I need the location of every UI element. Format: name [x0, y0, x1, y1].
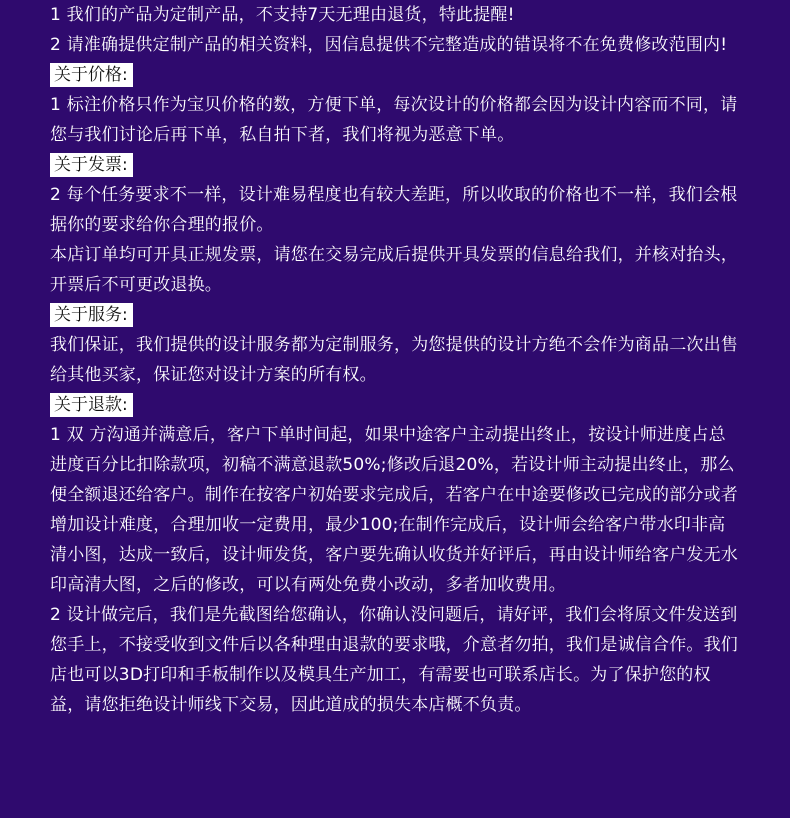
- price-heading-row: [50, 60, 742, 90]
- refund-paragraph-2: 2 设计做完后，我们是先截图给您确认，你确认没问题后，请好评，我们会将原文件发送到您手上，不接受收到文件后以各种理由退款的要求哦，介意者勿拍，我们是诚信合作。我们店也可以3D打印和手板制作以及模具生产加工，有需要也可联系店长。为了保护您的权益，请您拒绝设计师线下交易，因此道成的损失本店概不负责。: [50, 605, 738, 715]
- service-paragraph: 我们保证，我们提供的设计服务都为定制服务，为您提供的设计方绝不会作为商品二次出售给其他买家，保证您对设计方案的所有权。: [50, 335, 738, 385]
- refund-heading-row: [50, 390, 742, 420]
- price-paragraph: 1 标注价格只作为宝贝价格的数，方便下单，每次设计的价格都会因为设计内容而不同，请您与我们讨论后再下单，私自拍下者，我们将视为恶意下单。: [50, 95, 738, 145]
- invoice-heading: 关于发票:: [50, 153, 133, 177]
- price-heading: 关于价格:: [50, 63, 133, 87]
- refund-heading: 关于退款:: [50, 393, 133, 417]
- invoice-heading-row: [50, 150, 742, 180]
- service-heading-row: [50, 300, 742, 330]
- intro-line-2: 2 请准确提供定制产品的相关资料，因信息提供不完整造成的错误将不在免费修改范围内!: [50, 35, 728, 55]
- invoice-paragraph-2: 本店订单均可开具正规发票，请您在交易完成后提供开具发票的信息给我们，并核对抬头，开票后不可更改退换。: [50, 245, 738, 295]
- intro-line-1: 1 我们的产品为定制产品，不支持7天无理由退货，特此提醒!: [50, 5, 515, 25]
- service-heading: 关于服务:: [50, 303, 133, 327]
- invoice-paragraph-1: 2 每个任务要求不一样，设计难易程度也有较大差距，所以收取的价格也不一样，我们会根据你的要求给你合理的报价。: [50, 185, 738, 235]
- refund-paragraph-1: 1 双 方沟通并满意后，客户下单时间起，如果中途客户主动提出终止，按设计师进度占总进度百分比扣除款项，初稿不满意退款50%;修改后退20%，若设计师主动提出终止，那么便全额退还给客户。制作在按客户初始要求完成后，若客户在中途要修改已完成的部分或者增加设计难度，合理加收一定费用，最少100;在制作完成后，设计师会给客户带水印非高清小图，达成一致后，设计师发货，客户要先确认收货并好评后，再由设计师给客户发无水印高清大图，之后的修改，可以有两处免费小改动，多者加收费用。: [50, 425, 738, 595]
